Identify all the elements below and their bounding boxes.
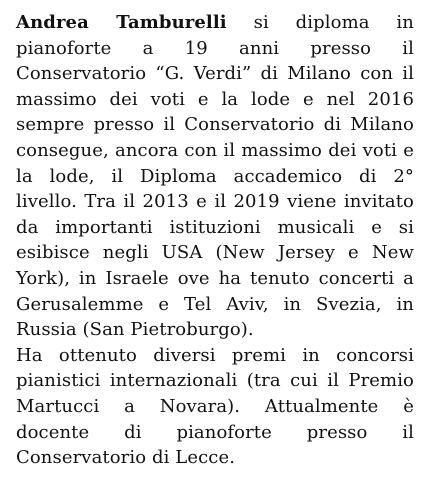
artist-name: Andrea Tamburelli [16,12,227,33]
bio-paragraph-1-text: si diploma in pianoforte a 19 anni presso il Conservatorio “G. Verdi” di Milano con il massimo dei voti e la lode e nel 2016 sempre presso il Conservatorio di Milano consegue, ancora con il massimo dei voti e la lode, il Diploma accademico di 2° livello. Tra il 2013 e il 2019 viene invitato da importanti istituzioni musicali e si esibisce negli USA (New Jersey e New York), in Israele ove ha tenuto concerti a Gerusalemme e Tel Aviv, in Svezia, in Russia (San Pietroburgo). [16,12,414,341]
bio-paragraph-2: Ha ottenuto diversi premi in concorsi pianistici internazionali (tra cui il Premio Martucci a Novara). Attualmente è docente di pianoforte presso il Conservatorio di Lecce. [16,344,414,469]
bio-paragraph-1 [16,10,414,343]
biography-text [16,10,414,471]
